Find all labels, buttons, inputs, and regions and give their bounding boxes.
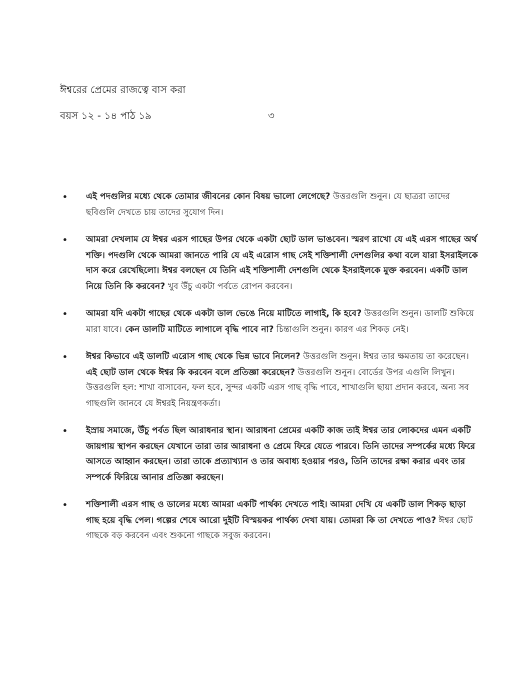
list-item <box>58 350 478 412</box>
lesson-title: ঈশ্বরের প্রেমের রাজত্বে বাস করা <box>60 85 186 96</box>
question-text: এই পদগুলির মধ্যে থেকে তোমার জীবনের কোন বিষয় ভালো লেগেছে? <box>86 192 331 202</box>
list-item <box>58 307 478 338</box>
question-text: শক্তিশালী এরস গাছ ও ডালের মধ্যে আমরা একটি পার্থক্য দেখতে পাই। আমরা দেখি যে একটি ডাল শিকড় ছাড়া গাছ হয়ে বৃদ্ধি পেল। গল্পের শেষে আরো দুইটি বিস্ময়কর পার্থক্য দেখা যায়। তোমরা কি তা দেখতে পাও? <box>86 500 466 526</box>
response-text: চিন্তাগুলি শুনুন। কারণ এর শিকড় নেই। <box>273 324 409 335</box>
question-text: এই ছোট ডাল থেকে ঈশ্বর কি করবেন বলে প্রতিজ্ঞা করেছেন? <box>86 367 296 378</box>
bullet-icon: • <box>62 426 68 437</box>
list-item <box>58 190 478 221</box>
discussion-list <box>58 190 478 557</box>
page-number: ৩ <box>268 111 275 122</box>
response-text: খুব উঁচু একটা পর্বতে রোপন করবেন। <box>165 281 293 292</box>
list-item <box>58 233 478 295</box>
response-text: উত্তরগুলি শুনুন। ঈশ্বর তার ক্ষমতায় তা করেছেন। <box>300 352 469 362</box>
response-text: উত্তরগুলি শুনুন। যে ছাত্ররা তাদের ছবিগুলি দেখতে চায় তাদের সুযোগ দিন। <box>86 192 450 218</box>
question-text: ঈশ্বর কিভাবে এই ডালটি এরোস গাছ থেকে ভিন্ন ভাবে নিলেন? <box>86 352 301 362</box>
bullet-icon: • <box>62 500 68 511</box>
list-item <box>58 424 478 486</box>
response-text: উত্তরগুলি শুনুন। বোর্ডের উপর এগুলি লিখুন। উত্তরগুলি হল: শাখা বাসাবেন, ফল হবে, সুন্দর একটি এরস গাছ বৃদ্ধি পাবে, শাখাগুলি ছায়া প্রদান করবে, অন্য সব গাছগুলি জানবে যে ঈশ্বরই নিয়ন্ত্রণকর্তা। <box>86 367 470 409</box>
list-item <box>58 498 478 545</box>
bullet-icon: • <box>62 235 68 246</box>
bullet-icon: • <box>62 352 68 363</box>
question-text: ইস্রায় সমাজে, উঁচু পর্বত ছিল আরাধনার স্থান। আরাধনা প্রেমের একটি কাজ তাই ঈশ্বর তার লোকদের এমন একটি জায়গায় স্থাপন করছেন যেখানে তারা তার আরাধনা ও প্রেমে ফিরে যেতে পারবে। তিনি তাদের সম্পর্কের মধ্যে ফিরে আসতে আহ্বান করছেন। তারা তাকে প্রত্যাখ্যান ও তার অবাধ্য হওয়ার পরও, তিনি তাদের রক্ষা করার এবং তার সম্পর্কে ফিরিয়ে আনার প্রতিজ্ঞা করছেন। <box>86 426 476 483</box>
question-text: কেন ডালটি মাটিতে লাগালে বৃদ্ধি পাবে না? <box>121 324 274 335</box>
response-text: উত্তরগুলি শুনুন। ডালটি শুকিয়ে মারা যাবে। <box>86 309 475 335</box>
response-text: ঈশ্বর ছোট গাছকে বড় করবেন এবং শুকনো গাছকে সবুজ করবেন। <box>86 515 473 541</box>
bullet-icon: • <box>62 192 68 203</box>
bullet-icon: • <box>62 309 68 320</box>
question-text: আমরা দেখলাম যে ঈশ্বর এরস গাছের উপর থেকে একটা ছোট ডাল ভাঙবেন। স্মরণ রাখো যে এই এরস গাছের অর্থ শক্তি। পদগুলি থেকে আমরা জানতে পারি যে এই এরোস গাছ সেই শক্তিশালী দেশগুলির কথা বলে যারা ইসরাইলকে দাস করে রেখেছিলো। ঈশ্বর বলছেন যে তিনি এই শক্তিশালী দেশগুলি থেকে ইসরাইলকে মুক্ত করবেন। একটি ডাল নিয়ে তিনি কি করবেন? <box>86 235 478 292</box>
lesson-meta: বয়স ১২ - ১৪ পাঠ ১৯ <box>60 111 152 122</box>
question-text: আমরা যদি একটা গাছের থেকে একটা ডাল ভেঙে নিয়ে মাটিতে লাগাই, কি হবে? <box>86 309 362 319</box>
